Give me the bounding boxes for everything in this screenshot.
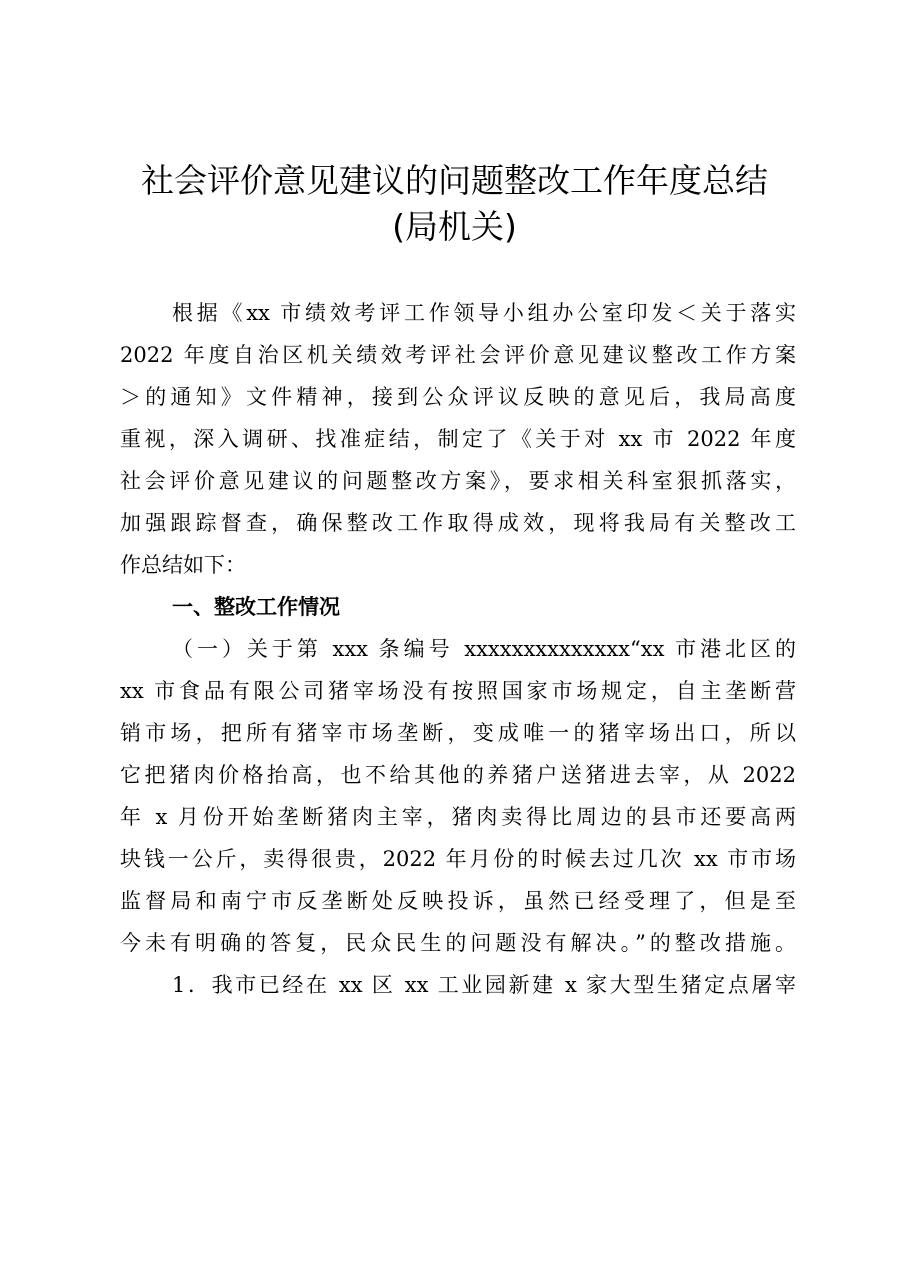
paragraph-2-line: 今未有明确的答复，民众民生的问题没有解决。”的整改措施。 xyxy=(120,931,796,955)
section-1-heading: 一、整改工作情况 xyxy=(172,595,340,619)
item-1-line: 1．我市已经在 xx 区 xx 工业园新建 x 家大型生猪定点屠宰 xyxy=(172,973,796,997)
paragraph-2-line: 销市场，把所有猪宰市场垄断，变成唯一的猪宰场出口，所以 xyxy=(120,721,796,745)
paragraph-1-line: ＞的通知》文件精神，接到公众评议反映的意见后，我局高度 xyxy=(120,385,796,409)
paragraph-1-line: 重视，深入调研、找准症结，制定了《关于对 xx 市 2022 年度 xyxy=(120,427,796,451)
paragraph-1-line: 2022 年度自治区机关绩效考评社会评价意见建议整改工作方案 xyxy=(120,343,796,367)
title-line-1: 社会评价意见建议的问题整改工作年度总结 xyxy=(141,161,768,200)
paragraph-2-line: 年 x 月份开始垄断猪肉主宰，猪肉卖得比周边的县市还要高两 xyxy=(120,805,796,829)
paragraph-2-line: 监督局和南宁市反垄断处反映投诉，虽然已经受理了，但是至 xyxy=(120,889,796,913)
document-body xyxy=(120,292,796,1006)
paragraph-1-line: 加强跟踪督查，确保整改工作取得成效，现将我局有关整改工 xyxy=(120,511,796,535)
document-title xyxy=(0,158,909,250)
paragraph-2-line: 块钱一公斤，卖得很贵，2022 年月份的时候去过几次 xx 市市场 xyxy=(120,847,796,871)
title-line-2: (局机关) xyxy=(392,207,517,246)
paragraph-1-line: 根据《xx 市绩效考评工作领导小组办公室印发＜关于落实 xyxy=(172,301,796,325)
paragraph-2-line: xx 市食品有限公司猪宰场没有按照国家市场规定，自主垄断营 xyxy=(120,679,796,703)
paragraph-2-line: （一）关于第 xxx 条编号 xxxxxxxxxxxxxx“xx 市港北区的 xyxy=(172,637,796,661)
paragraph-2-line: 它把猪肉价格抬高，也不给其他的养猪户送猪进去宰，从 2022 xyxy=(120,763,796,787)
paragraph-1-line: 社会评价意见建议的问题整改方案》，要求相关科室狠抓落实， xyxy=(120,469,796,493)
paragraph-1-line: 作总结如下： xyxy=(120,553,246,577)
